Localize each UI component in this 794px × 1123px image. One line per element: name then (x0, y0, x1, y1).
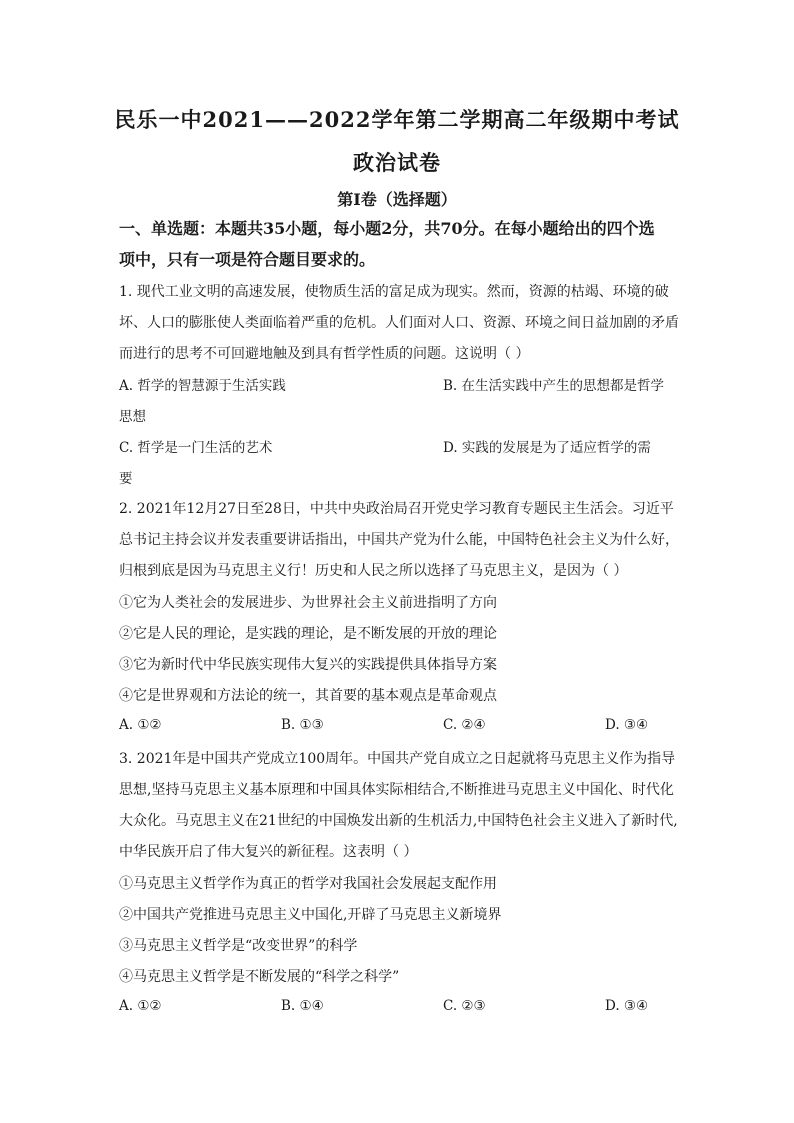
question-2-item: ②它是人民的理论，是实践的理论，是不断发展的开放的理论 (119, 626, 497, 642)
question-3-item: ③马克思主义哲学是“改变世界”的科学 (119, 938, 358, 954)
question-1-option-a: A. 哲学的智慧源于生活实践 (119, 378, 286, 394)
question-3-stem-line: 大众化。马克思主义在21世纪的中国焕发出新的生机活力,中国特色社会主义进入了新时代, (119, 813, 678, 829)
question-3-option-a: A. ①② (119, 998, 162, 1014)
question-1-stem-line: 而进行的思考不可回避地触及到具有哲学性质的问题。这说明（ ） (119, 346, 530, 362)
section-instructions (119, 213, 679, 275)
question-3-stem-line: 中华民族开启了伟大复兴的新征程。这表明（ ） (119, 844, 418, 860)
question-1-option-d-cont: 要 (119, 471, 133, 487)
question-2-stem-line: 2. 2021年12月27日至28日，中共中央政治局召开党史学习教育专题民主生活会。习近平 (119, 501, 674, 517)
question-3-stem-line: 思想,坚持马克思主义基本原理和中国具体实际相结合,不断推进马克思主义中国化、时代化 (119, 782, 674, 798)
question-1-stem-line: 坏、人口的膨胀使人类面临着严重的危机。人们面对人口、资源、环境之间日益加剧的矛盾 (119, 315, 679, 331)
question-2-option-c: C. ②④ (443, 717, 486, 733)
instruction-line: 一、单选题：本题共35小题，每小题2分，共70分。在每小题给出的四个选 (119, 219, 655, 238)
question-1-option-b-cont: 思想 (119, 409, 146, 425)
question-2-item: ④它是世界观和方法论的统一，其首要的基本观点是革命观点 (119, 688, 497, 704)
part-title: 第I卷（选择题） (337, 190, 457, 209)
question-3-option-d: D. ③④ (605, 998, 649, 1014)
question-1-option-d: D. 实践的发展是为了适应哲学的需 (443, 440, 651, 456)
instruction-line: 项中，只有一项是符合题目要求的。 (119, 250, 376, 269)
question-2-item: ③它为新时代中华民族实现伟大复兴的实践提供具体指导方案 (119, 657, 497, 673)
question-3-stem-line: 3. 2021年是中国共产党成立100周年。中国共产党自成立之日起就将马克思主义作为指导 (119, 751, 676, 767)
question-3-item: ④马克思主义哲学是不断发展的“科学之科学” (119, 969, 400, 985)
question-3-option-c: C. ②③ (443, 998, 486, 1014)
question-1-option-b: B. 在生活实践中产生的思想都是哲学 (443, 378, 665, 394)
question-2-option-d: D. ③④ (605, 717, 649, 733)
question-3-item: ②中国共产党推进马克思主义中国化,开辟了马克思主义新境界 (119, 907, 502, 923)
question-2-item: ①它为人类社会的发展进步、为世界社会主义前进指明了方向 (119, 595, 497, 611)
question-2-option-a: A. ①② (119, 717, 162, 733)
exam-subject-title: 政治试卷 (353, 150, 441, 175)
exam-title: 民乐一中2021——2022学年第二学期高二年级期中考试 (114, 107, 680, 132)
question-1-stem-line: 1. 现代工业文明的高速发展，使物质生活的富足成为现实。然而，资源的枯竭、环境的破 (119, 284, 669, 300)
question-2-stem-line: 总书记主持会议并发表重要讲话指出，中国共产党为什么能，中国特色社会主义为什么好， (119, 532, 679, 548)
question-2-stem-line: 归根到底是因为马克思主义行！历史和人民之所以选择了马克思主义，是因为（ ） (119, 563, 628, 579)
question-1-option-c: C. 哲学是一门生活的艺术 (119, 440, 273, 456)
question-3-item: ①马克思主义哲学作为真正的哲学对我国社会发展起支配作用 (119, 876, 497, 892)
question-3-option-b: B. ①④ (281, 998, 324, 1014)
question-2-option-b: B. ①③ (281, 717, 324, 733)
